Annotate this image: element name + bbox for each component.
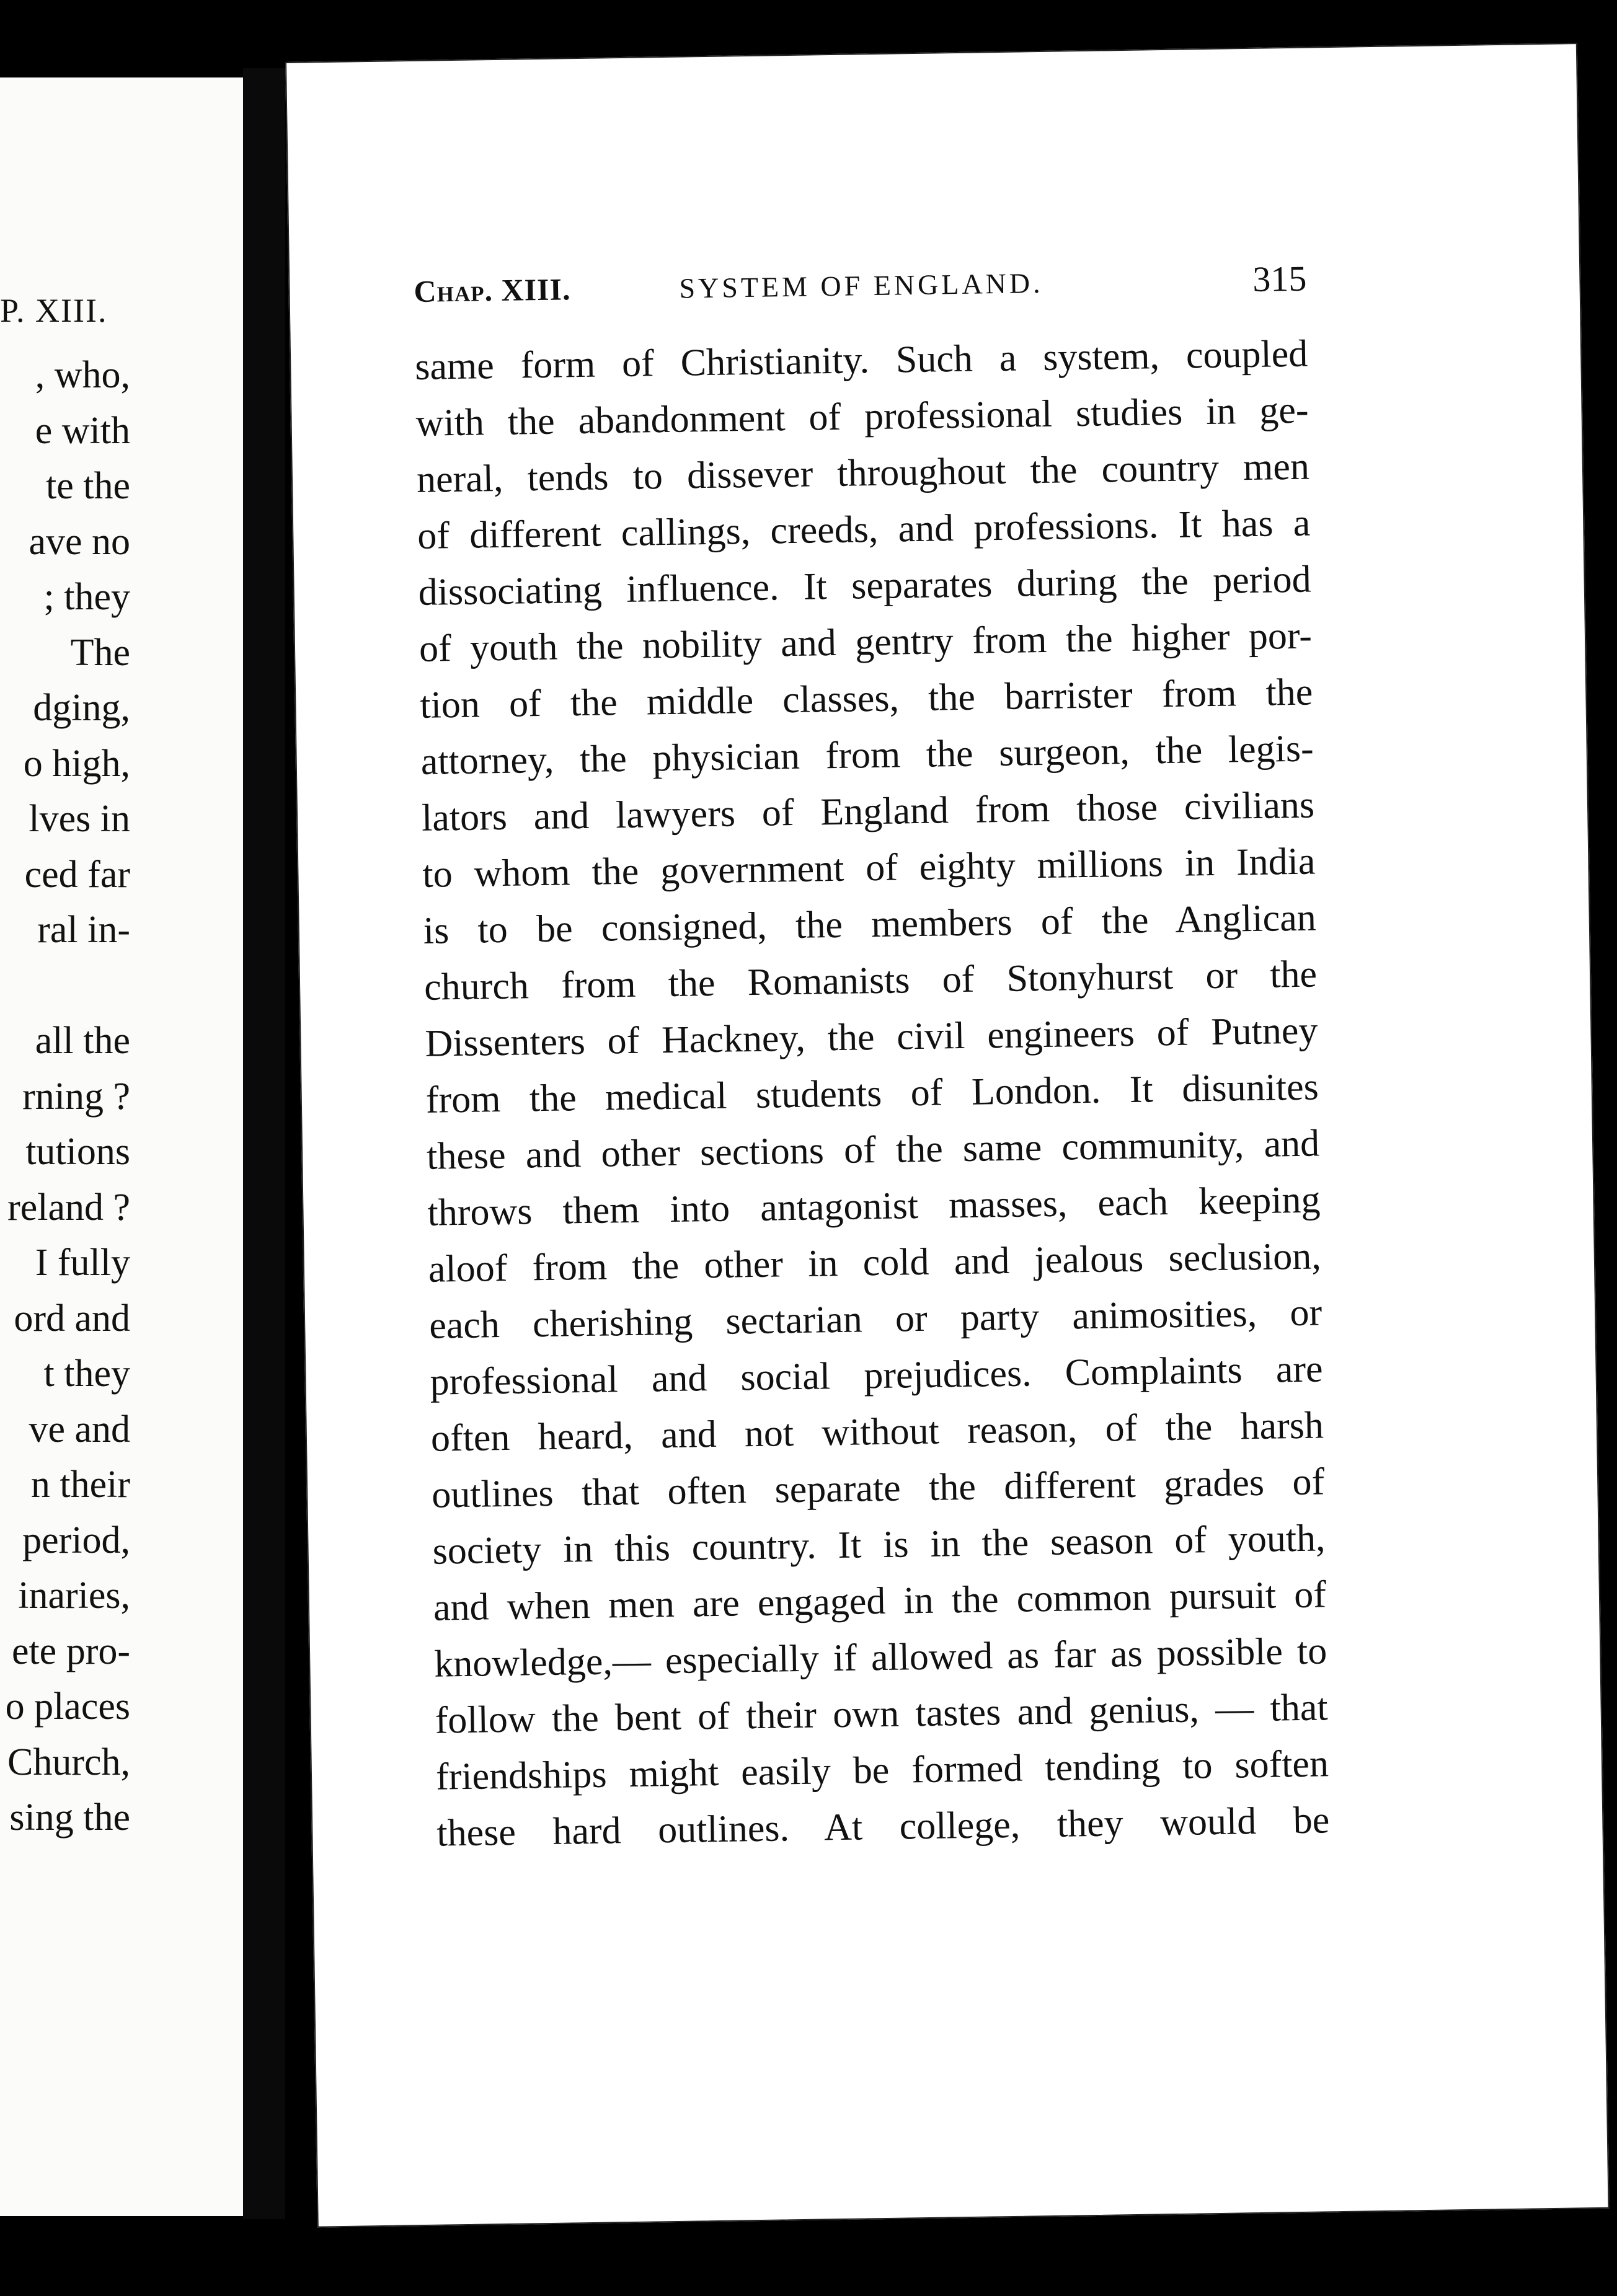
- left-text-line: dging,: [33, 687, 130, 729]
- text-line: professional and social prejudices. Complaints are: [430, 1348, 1323, 1403]
- left-facing-page: [0, 77, 245, 2216]
- text-line: from the medical students of London. It disunites: [425, 1066, 1319, 1121]
- left-text-line: inaries,: [18, 1574, 130, 1617]
- text-line: throws them into antagonist masses, each keeping: [427, 1178, 1321, 1234]
- text-line: is to be consigned, the members of the Anglican: [423, 896, 1317, 952]
- left-text-line: Church,: [7, 1741, 130, 1783]
- left-text-line: ave no: [29, 520, 130, 563]
- page-body-text: [415, 326, 1330, 1862]
- text-line: of different callings, creeds, and professions. It has a: [417, 501, 1311, 557]
- text-line: society in this country. It is in the season of youth,: [432, 1517, 1326, 1573]
- text-line: with the abandonment of professional studies in ge-: [415, 389, 1309, 444]
- left-text-line: o places: [5, 1685, 130, 1728]
- text-line: each cherishing sectarian or party animosities, or: [428, 1291, 1322, 1347]
- text-line: lators and lawyers of England from those civilians: [421, 784, 1315, 839]
- chapter-label: Chap. XIII.: [414, 272, 571, 309]
- text-line: attorney, the physician from the surgeon, the legis-: [420, 727, 1314, 783]
- text-line: friendships might easily be formed tending to soften: [435, 1742, 1329, 1798]
- left-text-line: period,: [22, 1519, 130, 1561]
- text-line: Dissenters of Hackney, the civil engineers of Putney: [425, 1009, 1318, 1065]
- text-line: same form of Christianity. Such a system, coupled: [414, 332, 1308, 388]
- text-line: knowledge,— especially if allowed as far as possible to: [433, 1630, 1327, 1685]
- left-text-line: ced far: [24, 853, 130, 896]
- text-line: tion of the middle classes, the barrister from the: [419, 671, 1313, 726]
- left-page-running-head: P. XIII.: [0, 292, 108, 329]
- text-line: of youth the nobility and gentry from the higher por-: [419, 614, 1313, 670]
- text-line: follow the bent of their own tastes and genius, — that: [435, 1686, 1329, 1742]
- left-text-line: I fully: [35, 1242, 130, 1284]
- text-line: these and other sections of the same community, and: [426, 1122, 1320, 1178]
- running-title: SYSTEM OF ENGLAND.: [679, 267, 1043, 304]
- text-line: church from the Romanists of Stonyhurst or the: [423, 953, 1318, 1009]
- left-text-line: sing the: [9, 1796, 130, 1839]
- left-text-line: n their: [30, 1464, 130, 1506]
- text-line: often heard, and not without reason, of the harsh: [430, 1404, 1324, 1460]
- left-text-line: , who,: [35, 354, 130, 396]
- left-text-line: o high,: [23, 742, 130, 785]
- left-text-line: rning ?: [22, 1075, 130, 1118]
- left-text-line: ve and: [29, 1408, 130, 1450]
- text-line: outlines that often separate the different grades of: [431, 1460, 1325, 1516]
- left-text-line: lves in: [29, 798, 130, 840]
- page-number: 315: [1252, 258, 1307, 299]
- left-text-line: te the: [46, 465, 130, 507]
- left-text-line: The: [70, 631, 130, 674]
- book-page: [285, 43, 1610, 2228]
- book-gutter: [243, 68, 285, 2219]
- left-text-line: t they: [43, 1353, 130, 1395]
- text-line: aloof from the other in cold and jealous seclusion,: [428, 1235, 1322, 1291]
- text-line: to whom the government of eighty millions in India: [422, 840, 1316, 896]
- text-line: and when men are engaged in the common pursuit of: [433, 1573, 1327, 1629]
- text-line: these hard outlines. At college, they would be: [436, 1799, 1330, 1855]
- left-text-line: ; they: [43, 576, 130, 618]
- left-text-line: reland ?: [7, 1186, 130, 1229]
- running-head: [414, 260, 1307, 323]
- left-text-line: ete pro-: [11, 1630, 130, 1672]
- left-text-line: ord and: [14, 1297, 130, 1340]
- left-text-line: all the: [35, 1020, 130, 1062]
- left-text-line: e with: [35, 409, 130, 452]
- text-line: dissociating influence. It separates during the period: [418, 558, 1312, 614]
- left-text-line: tutions: [25, 1131, 130, 1173]
- left-text-line: ral in-: [37, 909, 130, 951]
- text-line: neral, tends to dissever throughout the country men: [416, 445, 1310, 501]
